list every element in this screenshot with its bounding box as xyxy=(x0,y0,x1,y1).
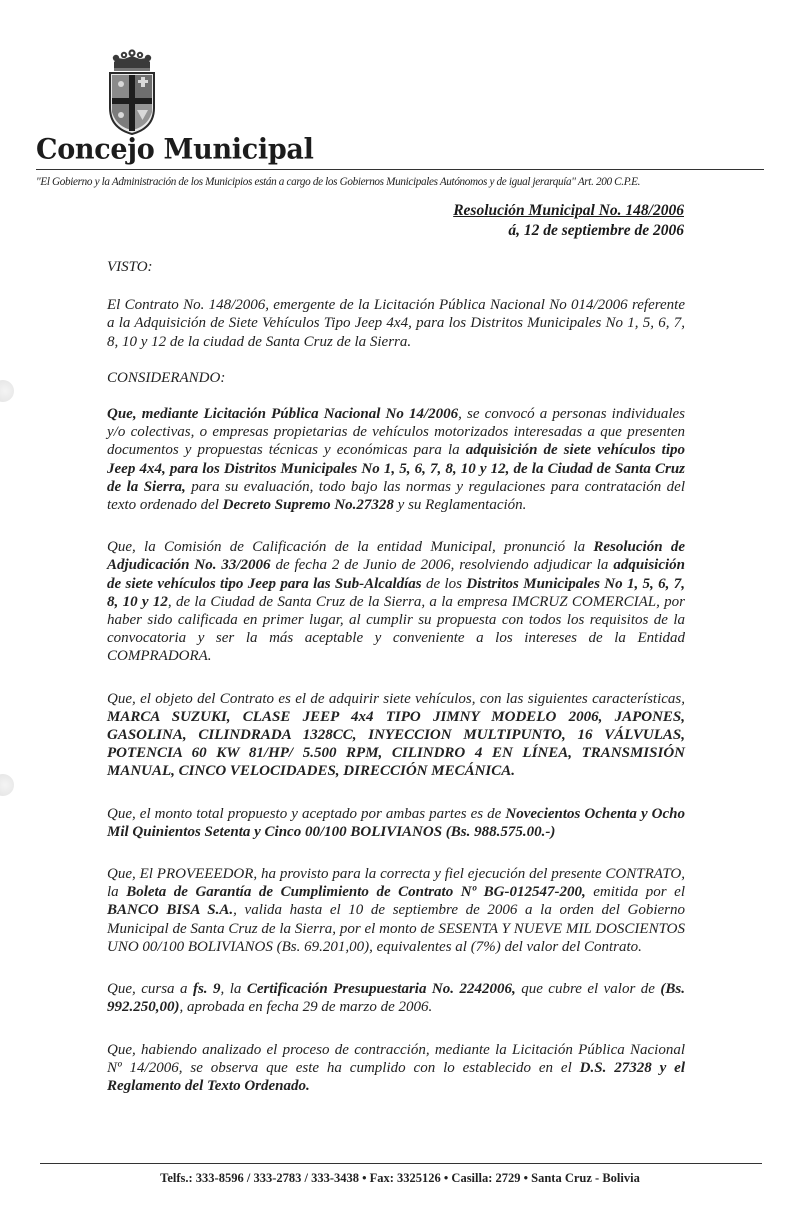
text-bold: D.S. 27328 y el Reglamento del Texto Ordenado. xyxy=(107,1059,685,1094)
text-bold: Distritos Municipales No 1, 5, 6, 7, 8, 10 y 12 xyxy=(107,575,685,610)
text-bold: Novecientos Ochenta y Ocho Mil Quinientos Setenta y Cinco 00/100 BOLIVIANOS (Bs. 988.575.00.-) xyxy=(107,805,686,840)
paragraph-certificacion xyxy=(107,980,685,1016)
paragraph-garantia xyxy=(107,865,685,956)
text-bold: (Bs. 992.250,00) xyxy=(107,981,685,1016)
text-span: Que, la Comisión de Calificación de la entidad Municipal, pronunció la xyxy=(107,539,594,556)
text-bold: Resolución de Adjudicación No. 33/2006 xyxy=(107,539,685,574)
text-bold: adquisición de siete vehículos tipo Jeep para las Sub-Alcaldías xyxy=(107,557,685,592)
text-bold: Boleta de Garantía de Cumplimiento de Contrato Nº BG-012547-200, xyxy=(126,884,586,901)
text-bold: adquisición de siete vehículos tipo Jeep 4x4, para los Distritos Municipales No 1, 5, 6, 7, 8, 10 y 12, de la Ciudad de Santa Cruz de la Sierra, xyxy=(107,442,685,495)
text-span: de fecha 2 de Junio de 2006, resolviendo adjudicar la xyxy=(270,557,614,574)
text-bold: Decreto Supremo No.27328 xyxy=(222,497,394,514)
paragraph-visto: El Contrato No. 148/2006, emergente de la Licitación Pública Nacional No 014/2006 referente a la Adquisición de Siete Vehículos Tipo Jeep 4x4, para los Distritos Municipales No 1, 5, 6, 7, 8, 10 y 12 de la ciudad de Santa Cruz de la Sierra. xyxy=(107,297,685,350)
paragraph-adjudicacion xyxy=(107,538,685,665)
text-span: para su evaluación, todo bajo las normas y regulaciones para contratación del texto ordenado del xyxy=(107,478,686,514)
header-divider xyxy=(36,169,764,170)
text-span: de los xyxy=(421,575,467,592)
text-bold: fs. 9 xyxy=(192,981,221,998)
text-bold: Que, mediante Licitación Pública Nacional No 14/2006 xyxy=(107,406,459,423)
section-heading-visto: VISTO: xyxy=(107,259,153,275)
resolution-date: á, 12 de septiembre de 2006 xyxy=(508,222,684,239)
punch-hole-mark xyxy=(0,380,14,402)
text-span: , aprobada en fecha 29 de marzo de 2006. xyxy=(179,999,433,1016)
paragraph-analisis xyxy=(107,1041,685,1096)
text-span: , valida hasta el 10 de septiembre de 2006 a la orden del Gobierno Municipal de Santa Cruz de la Sierra, por el monto de SESENTA Y NUEVE MIL DOSCIENTOS UNO 00/100 BOLIVIANOS (Bs. 69.201,00), equivalentes al (7%) del valor del Contrato. xyxy=(107,902,686,955)
coat-of-arms-icon xyxy=(104,46,160,136)
paragraph-monto xyxy=(107,805,685,841)
section-heading-considerando: CONSIDERANDO: xyxy=(107,369,226,386)
text-span: que cubre el valor de xyxy=(515,981,661,998)
text-span: emitida por el xyxy=(585,884,685,901)
text-span: Que, El PROVEEEDOR, ha provisto para la correcta y fiel ejecución del presente CONTRATO, la xyxy=(107,866,685,901)
text-bold: Certificación Presupuestaria No. 2242006, xyxy=(246,981,516,998)
text-span: , se convocó a personas individuales y/o colectivas, o empresas propietarias de vehículos motorizados interesadas a que presenten documentos y propuestas técnicas y económicas para la xyxy=(107,406,685,459)
paragraph-licitacion xyxy=(107,405,685,514)
document-body xyxy=(107,258,685,1095)
text-span: Que, el monto total propuesto y aceptado por ambas partes es de xyxy=(107,805,506,822)
text-span: , la xyxy=(220,981,247,998)
text-bold: MARCA SUZUKI, CLASE JEEP 4x4 TIPO JIMNY MODELO 2006, JAPONES, GASOLINA, CILINDRADA 1328CC, INYECCION MULTIPUNTO, 16 VÁLVULAS, POTENCIA 60 KW 81/HP/ 5.500 RPM, CILINDRO 4 EN LÍNEA, TRANSMISIÓN MANUAL, CINCO VELOCIDADES, DIRECCIÓN MECÁNICA. xyxy=(107,708,685,780)
text-span: Que, cursa a xyxy=(107,981,193,998)
text-span: Que, habiendo analizado el proceso de contracción, mediante la Licitación Pública Nacional Nº 14/2006, se observa que este ha cumplido con lo establecido en el xyxy=(107,1041,685,1076)
text-span: , de la Ciudad de Santa Cruz de la Sierra, a la empresa IMCRUZ COMERCIAL, por haber sido calificada en primer lugar, al cumplir su propuesta con todos los requisitos de la convocatoria y ser la más aceptable y conveniente a los intereses de la Entidad COMPRADORA. xyxy=(107,593,685,665)
paragraph-objeto xyxy=(107,690,685,781)
resolution-number: Resolución Municipal No. 148/2006 xyxy=(453,202,684,219)
header-quote: "El Gobierno y la Administración de los Municipios están a cargo de los Gobiernos Municipales Autónomos y de igual jerarquía" Art. 200 C.P.E. xyxy=(36,176,641,188)
punch-hole-mark xyxy=(0,774,14,796)
organization-name: Concejo Municipal xyxy=(36,133,314,166)
text-bold: BANCO BISA S.A. xyxy=(107,902,234,919)
footer-contact: Telfs.: 333-8596 / 333-2783 / 333-3438 • Fax: 3325126 • Casilla: 2729 • Santa Cruz - Bolivia xyxy=(160,1171,640,1185)
text-span: y su Reglamentación. xyxy=(393,497,527,514)
footer-divider xyxy=(40,1163,762,1164)
text-span: Que, el objeto del Contrato es el de adquirir siete vehículos, con las siguientes características, xyxy=(107,690,685,707)
